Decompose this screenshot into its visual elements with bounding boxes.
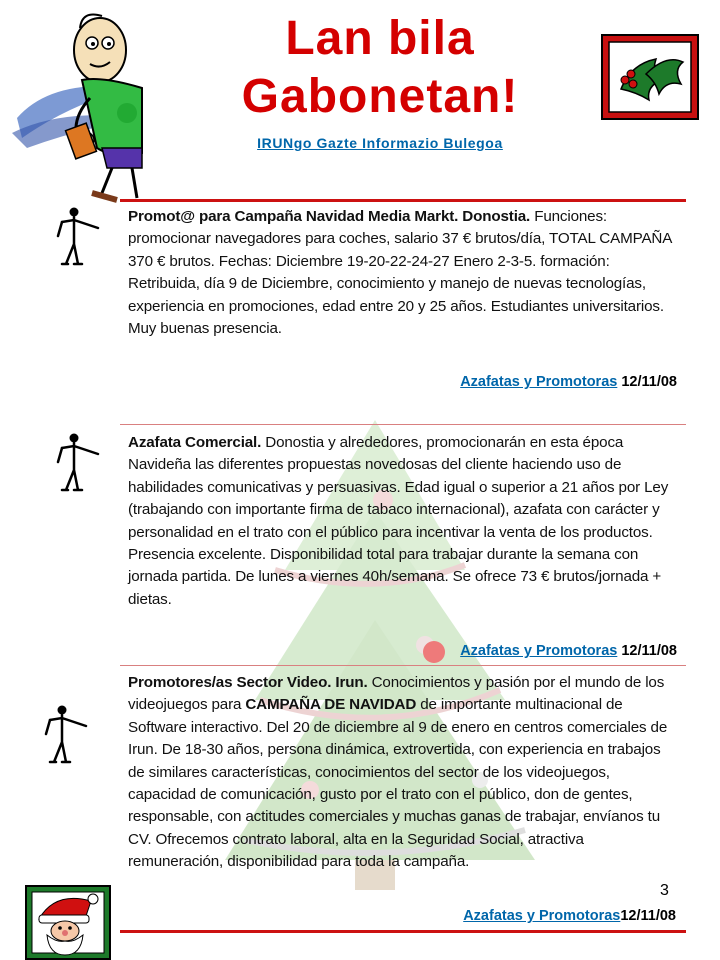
holly-icon xyxy=(601,34,699,120)
job-entry xyxy=(128,432,673,611)
subtitle-link[interactable]: IRUNgo Gazte Informazio Bulegoa xyxy=(257,135,503,151)
category-link[interactable]: Azafatas y Promotoras xyxy=(460,374,618,390)
job-title: Promotores/as Sector Video. Irun. xyxy=(128,674,368,691)
page-number: 3 xyxy=(660,882,669,899)
job-entry xyxy=(128,206,673,340)
category-link[interactable]: Azafatas y Promotoras xyxy=(463,908,621,924)
footer-rule xyxy=(120,930,686,933)
job-footer xyxy=(300,908,676,924)
pointing-stick-figure-icon xyxy=(52,432,102,494)
job-footer xyxy=(300,374,677,390)
job-description: Conocimientos y pasión por el mundo de los videojuegos para xyxy=(128,674,665,714)
cartoon-man-icon xyxy=(12,8,147,203)
santa-icon xyxy=(25,885,111,960)
job-date: 12/11/08 xyxy=(620,908,676,924)
job-highlight: CAMPAÑA DE NAVIDAD xyxy=(245,696,417,714)
subtitle-link-wrapper xyxy=(200,135,560,151)
job-footer xyxy=(300,643,677,659)
page-title: Lan bila Gabonetan! xyxy=(241,12,519,123)
job-description: Donostia y alrededores, promocionarán en esta época Navideña las diferentes propuestas novedosas del cliente haciendo uso de habilidades comunicativas y persuasivas. Edad igual o superior a 21 años por Ley (trabajando con importante firma de tabaco internacional), azafata con carácter y personalidad en el trato con el público para incentivar la venta de los productos. Presencia excelente. Disponibilidad total para trabajar durante la semana con jornada partida. De lunes a viernes 40h/semana. Se ofrece 73 € brutos/jornada + dietas. xyxy=(128,434,669,608)
divider xyxy=(120,424,686,425)
job-date: 12/11/08 xyxy=(617,374,677,390)
header-rule xyxy=(120,199,686,202)
job-title: Promot@ para Campaña Navidad Media Markt. Donostia. xyxy=(128,208,531,225)
job-description: Funciones: promocionar navegadores para coches, salario 37 € brutos/día, TOTAL CAMPAÑA 370 € brutos. Fechas: Diciembre 19-20-22-24-27 Enero 2-3-5. formación: Retribuida, día 9 de Diciembre, conocimiento y manejo de nuevas tecnologías, experiencia en promociones, edad entre 20 y 25 años. Estudiantes universitarios. Muy buenas presencia. xyxy=(128,208,672,338)
divider xyxy=(120,665,686,666)
job-title: Azafata Comercial. xyxy=(128,434,262,451)
job-entry xyxy=(128,672,673,874)
job-description: de importante multinacional de Software interactivo. Del 20 de diciembre al 9 de enero en centros comerciales de Irun. De 18-30 años, persona dinámica, extrovertida, con experiencia en trabajos de similares características, conocimientos del sector de los videojuegos, capacidad de comunicación, gusto por el trato con el público, don de gentes, responsable, con actitudes comerciales y muchas ganas de trabajar, envíanos tu CV. Ofrecemos contrato laboral, alta en la Seguridad Social, atractiva remuneración, disponibilidad para toda la campaña. xyxy=(128,696,668,871)
pointing-stick-figure-icon xyxy=(52,206,102,268)
pointing-stick-figure-icon xyxy=(40,704,90,766)
category-link[interactable]: Azafatas y Promotoras xyxy=(460,643,618,659)
job-date: 12/11/08 xyxy=(617,643,677,659)
